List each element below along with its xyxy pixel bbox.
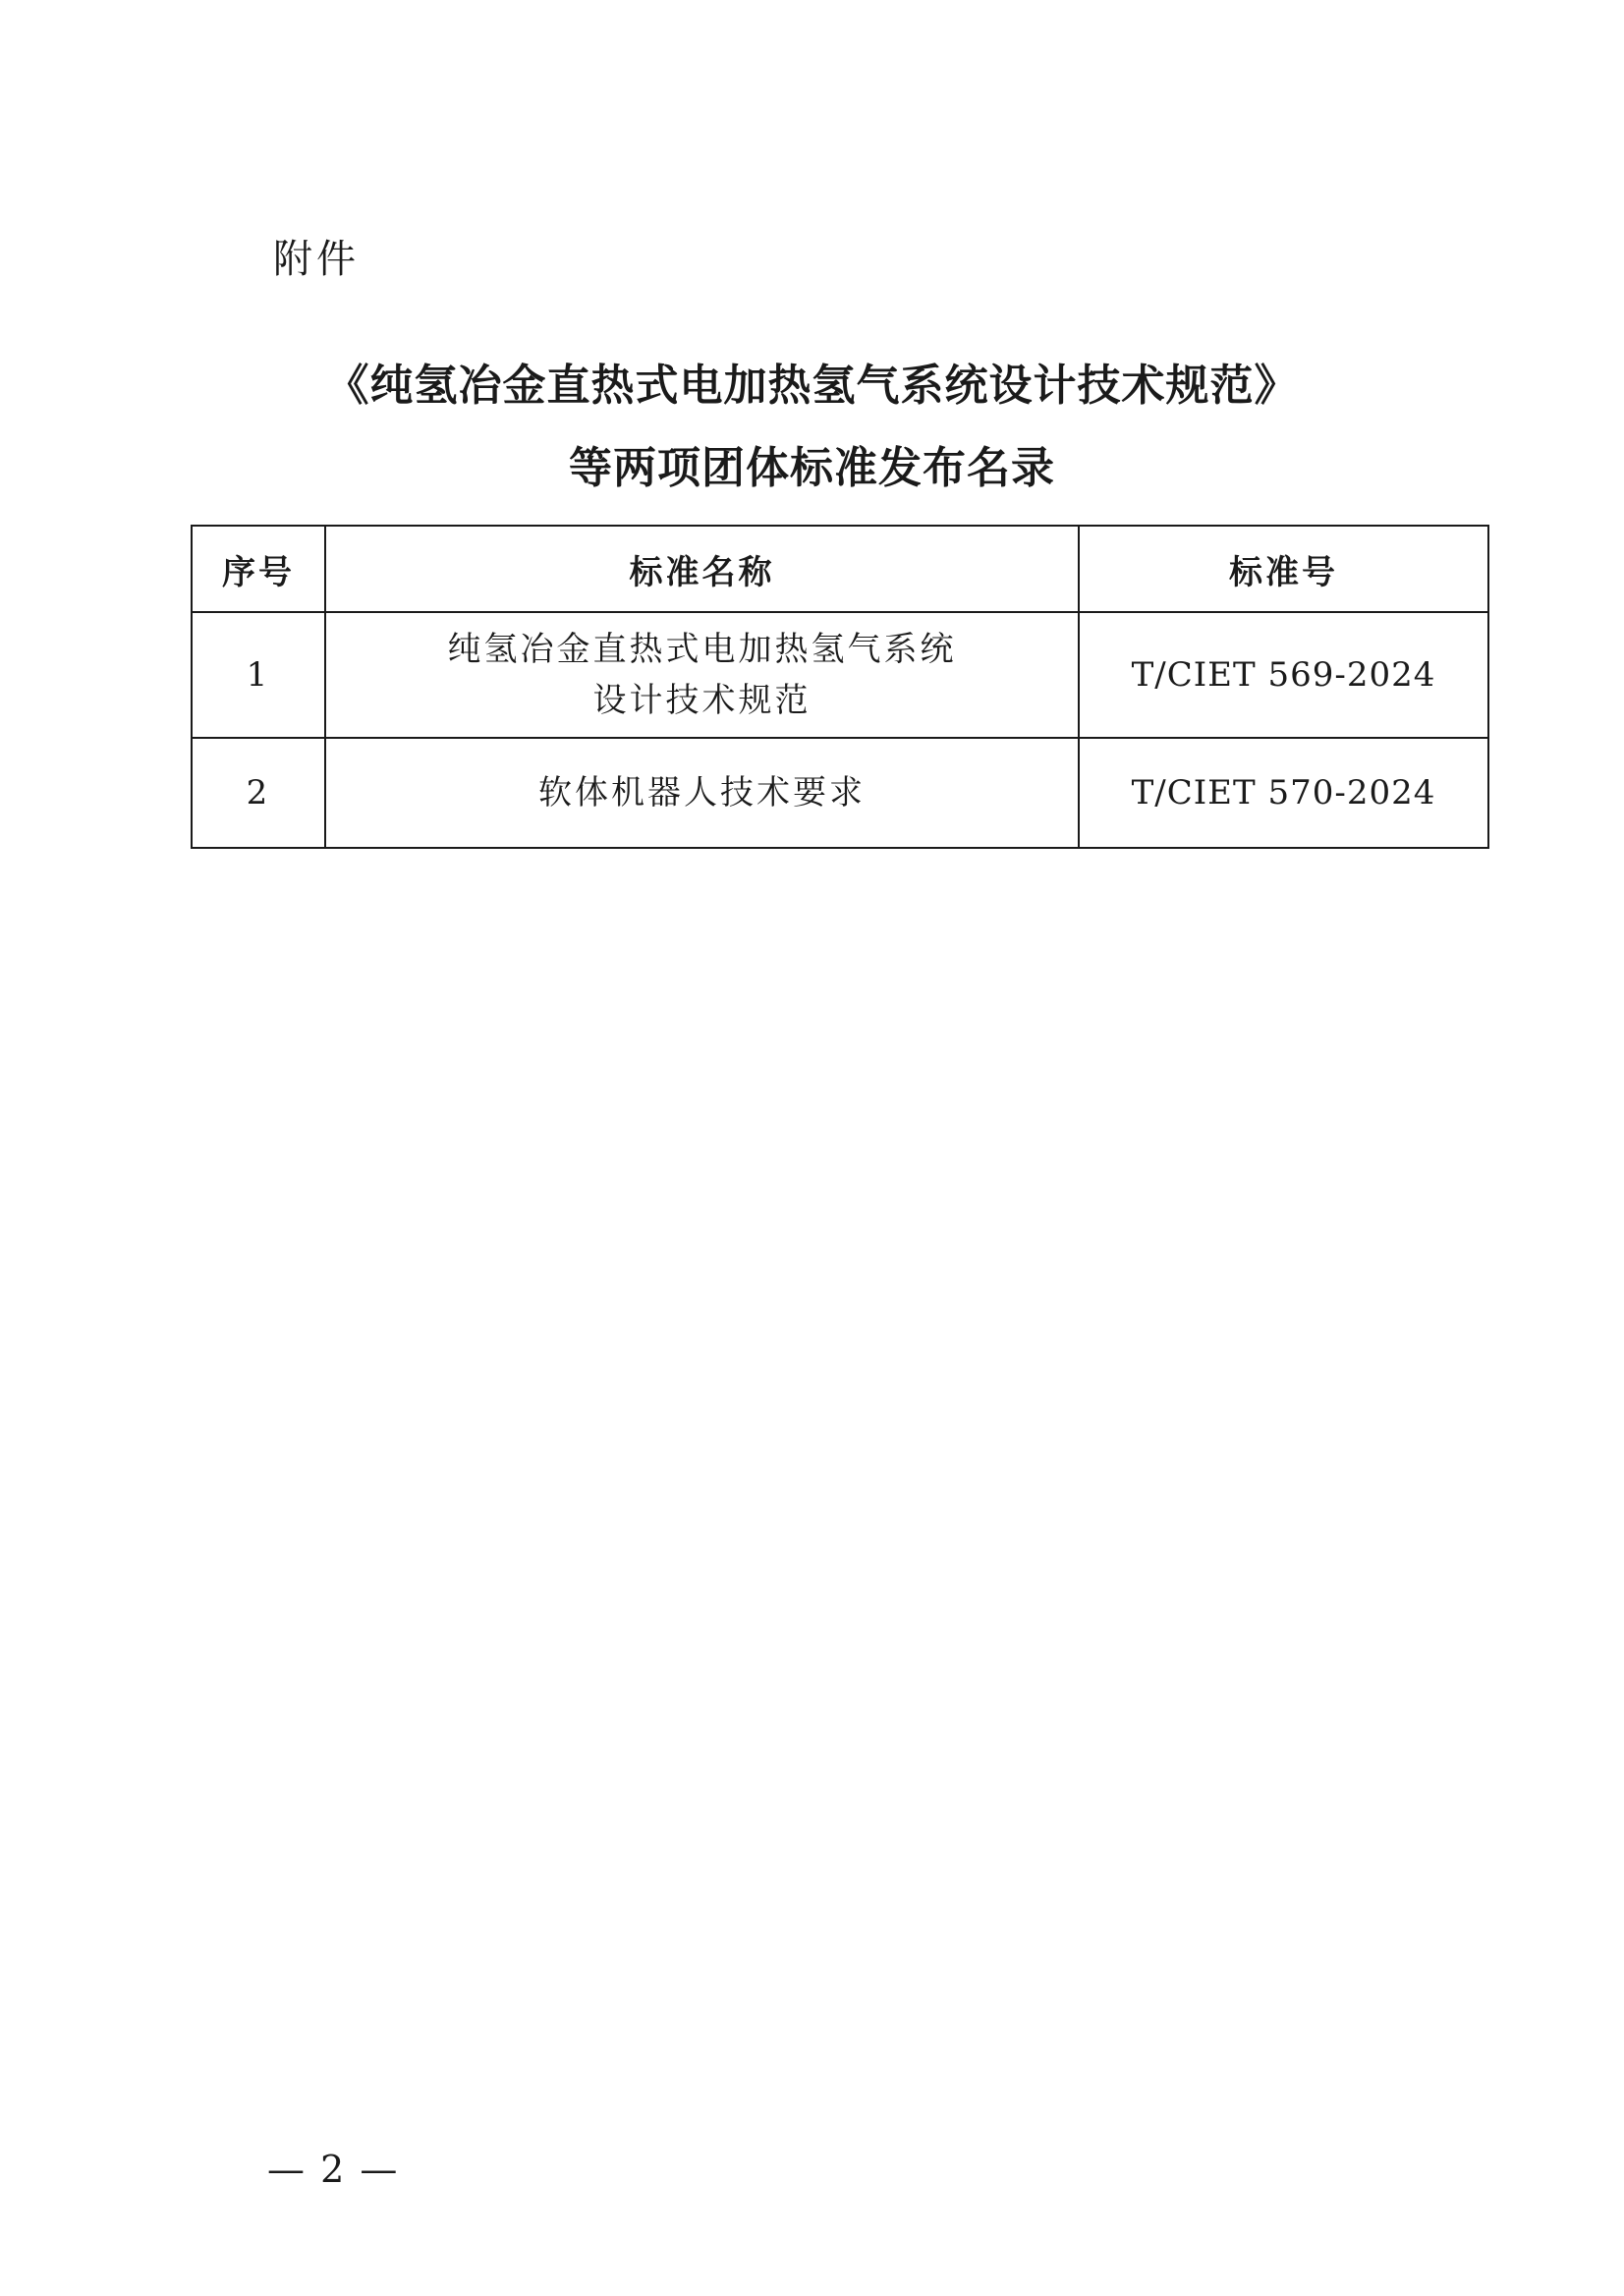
row-standard-name	[325, 738, 1079, 848]
document-title-line-1: 《纯氢冶金直热式电加热氢气系统设计技术规范》	[325, 361, 1299, 411]
document-title-line-2: 等两项团体标准发布名录	[569, 443, 1055, 493]
header-name: 标准名称	[325, 526, 1079, 612]
row-standard-name	[325, 612, 1079, 738]
table-row	[192, 738, 1488, 848]
table-header-row	[192, 526, 1488, 612]
standard-name-line-1: 软体机器人技术要求	[538, 773, 866, 812]
row-standard-code: T/CIET 569-2024	[1079, 612, 1488, 738]
row-index: 1	[192, 612, 325, 738]
attachment-label: 附件	[273, 237, 360, 282]
standard-name-line-2: 设计技术规范	[592, 681, 812, 720]
row-index: 2	[192, 738, 325, 848]
table-row	[192, 612, 1488, 738]
page-number: — 2 —	[267, 2148, 400, 2191]
row-standard-code: T/CIET 570-2024	[1079, 738, 1488, 848]
standards-table	[191, 525, 1489, 849]
header-code: 标准号	[1079, 526, 1488, 612]
standard-name-line-1: 纯氢冶金直热式电加热氢气系统	[447, 630, 957, 669]
header-index: 序号	[192, 526, 325, 612]
